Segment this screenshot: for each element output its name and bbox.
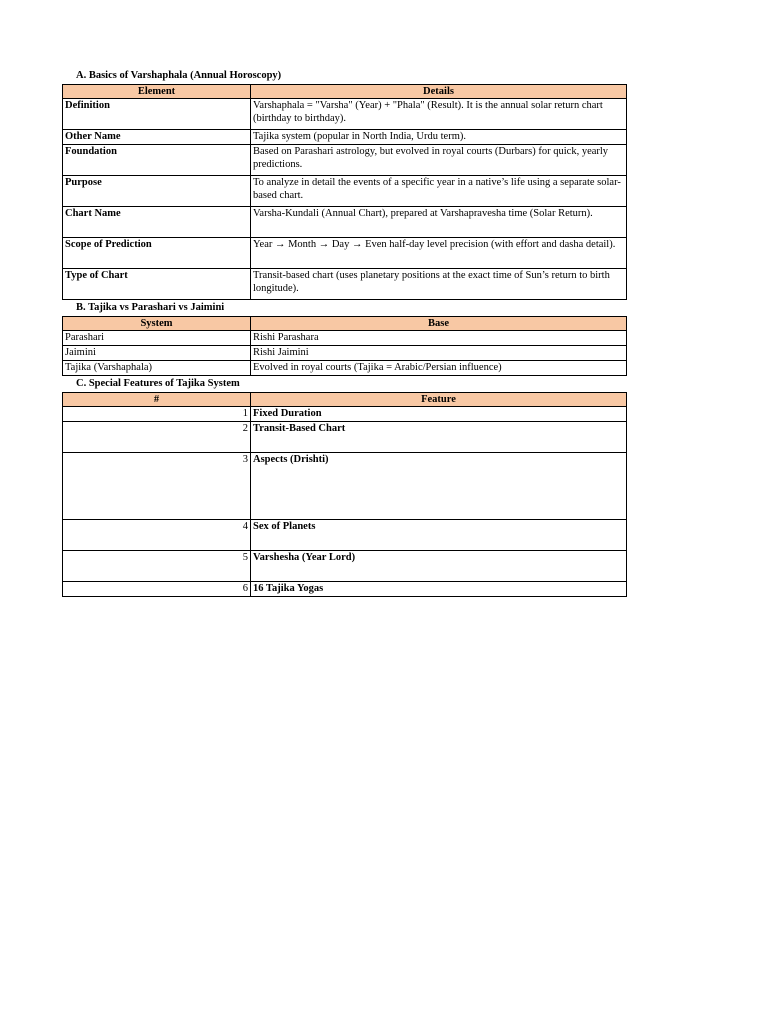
feature-cell: Sex of Planets (251, 520, 627, 551)
element-cell: Chart Name (63, 207, 251, 238)
details-cell: Year → Month → Day → Even half-day level precision (with effort and dasha detail). (251, 238, 627, 269)
section-c-table (62, 392, 627, 597)
number-cell: 6 (63, 582, 251, 597)
column-header-details: Details (251, 85, 627, 99)
feature-cell: 16 Tajika Yogas (251, 582, 627, 597)
system-cell: Jaimini (63, 346, 251, 361)
element-cell: Foundation (63, 145, 251, 176)
table-row (63, 99, 627, 130)
table-row (63, 582, 627, 597)
number-cell: 4 (63, 520, 251, 551)
table-row (63, 207, 627, 238)
column-header-feature: Feature (251, 393, 627, 407)
section-b-table (62, 316, 627, 376)
element-cell: Scope of Prediction (63, 238, 251, 269)
details-cell: Tajika system (popular in North India, Urdu term). (251, 130, 627, 145)
feature-cell: Fixed Duration (251, 407, 627, 422)
table-row (63, 238, 627, 269)
details-cell: Based on Parashari astrology, but evolved in royal courts (Durbars) for quick, yearly predictions. (251, 145, 627, 176)
table-row (63, 269, 627, 300)
details-cell: To analyze in detail the events of a specific year in a native’s life using a separate solar-based chart. (251, 176, 627, 207)
table-row (63, 453, 627, 520)
section-c-title: C. Special Features of Tajika System (76, 378, 240, 389)
number-cell: 1 (63, 407, 251, 422)
section-a-table (62, 84, 627, 300)
table-row (63, 520, 627, 551)
system-cell: Tajika (Varshaphala) (63, 361, 251, 376)
column-header-system: System (63, 317, 251, 331)
element-cell: Definition (63, 99, 251, 130)
column-header-element: Element (63, 85, 251, 99)
table-row (63, 551, 627, 582)
element-cell: Type of Chart (63, 269, 251, 300)
details-cell: Varshaphala = "Varsha" (Year) + "Phala" (Result). It is the annual solar return chart (birthday to birthday). (251, 99, 627, 130)
feature-cell: Transit-Based Chart (251, 422, 627, 453)
header-row (63, 317, 627, 331)
column-header-number: # (63, 393, 251, 407)
spreadsheet (62, 68, 626, 597)
table-row (63, 331, 627, 346)
section-b-title: B. Tajika vs Parashari vs Jaimini (76, 302, 225, 313)
table-row (63, 407, 627, 422)
table-row (63, 130, 627, 145)
table-row (63, 361, 627, 376)
table-row (63, 145, 627, 176)
feature-cell: Varshesha (Year Lord) (251, 551, 627, 582)
number-cell: 5 (63, 551, 251, 582)
table-row (63, 346, 627, 361)
section-a-title: A. Basics of Varshaphala (Annual Horoscopy) (76, 70, 282, 81)
details-cell: Transit-based chart (uses planetary positions at the exact time of Sun’s return to birth longitude). (251, 269, 627, 300)
feature-cell: Aspects (Drishti) (251, 453, 627, 520)
base-cell: Rishi Jaimini (251, 346, 627, 361)
system-cell: Parashari (63, 331, 251, 346)
table-row (63, 422, 627, 453)
details-cell: Varsha-Kundali (Annual Chart), prepared at Varshapravesha time (Solar Return). (251, 207, 627, 238)
number-cell: 3 (63, 453, 251, 520)
table-row (63, 176, 627, 207)
header-row (63, 85, 627, 99)
base-cell: Rishi Parashara (251, 331, 627, 346)
element-cell: Other Name (63, 130, 251, 145)
header-row (63, 393, 627, 407)
column-header-base: Base (251, 317, 627, 331)
element-cell: Purpose (63, 176, 251, 207)
base-cell: Evolved in royal courts (Tajika = Arabic/Persian influence) (251, 361, 627, 376)
number-cell: 2 (63, 422, 251, 453)
